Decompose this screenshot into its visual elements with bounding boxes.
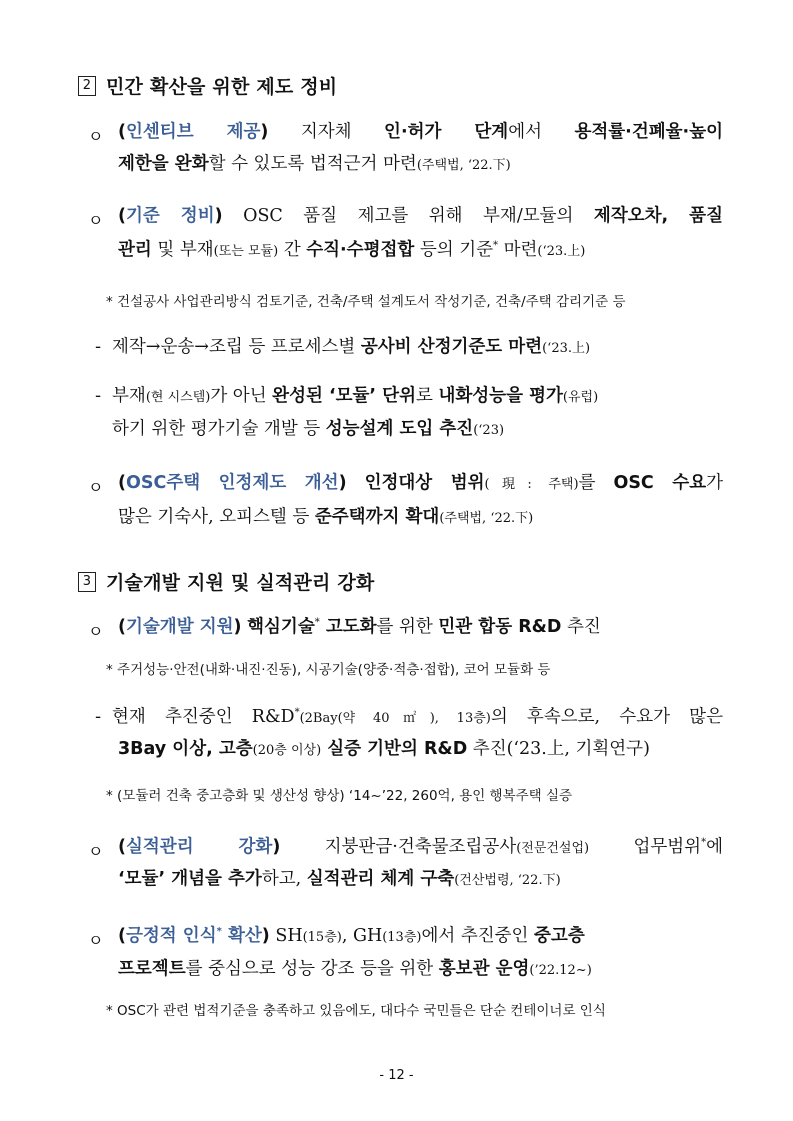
keyword-label: 긍정적 인식 [126,926,217,946]
bullet-circle: ㅇ [88,211,104,230]
bullet-circle: ㅇ [88,478,104,497]
section-title: 기술개발 지원 및 실적관리 강화 [106,572,375,594]
paragraph-performance-line2: ‘모듈’ 개념을 추가하고, 실적관리 체계 구축(건산법령, ‘22.下) [118,869,561,889]
footnote-modular: * (모듈러 건축 중고층화 및 생산성 향상) ‘14~’22, 260억, 용인 행복주택 실증 [106,788,573,804]
bullet-circle: ㅇ [88,842,104,861]
dash-item-fire-line1: 부재(현 시스템)가 아닌 완성된 ‘모듈’ 단위로 내화성능을 평가(유럽) [112,386,599,406]
bullet-circle: ㅇ [88,127,104,146]
section-number-box: 3 [78,572,96,592]
keyword-label: OSC주택 인정제도 개선 [126,473,339,493]
dash-item-fire-line2: 하기 위한 평가기술 개발 등 성능설계 도입 추진(‘23) [112,419,505,439]
page-number: - 12 - [379,1068,414,1083]
dash-item-cost-standards: 제작→운송→조립 등 프로세스별 공사비 산정기준도 마련(‘23.上) [112,337,591,357]
paragraph-incentive-line1: (인센티브 제공) 지자체 인·허가 단계에서 용적률·건폐율·높이 [118,122,723,142]
keyword-label: 실적관리 강화 [126,837,273,857]
paragraph-incentive-line2: 제한을 완화할 수 있도록 법적근거 마련(주택법, ‘22.下) [118,154,511,174]
section-heading-3 [78,568,374,595]
keyword-label: 기술개발 지원 [126,617,234,637]
footnote-perception: * OSC가 관련 법적기준을 충족하고 있음에도, 대다수 국민들은 단순 컨테이너로 인식 [106,1003,606,1019]
dash-marker: - [95,707,102,727]
paragraph-certification-line1: (OSC주택 인정제도 개선) 인정대상 범위(現: 주택)를 OSC 수요가 [118,473,723,493]
paragraph-perception-line2: 프로젝트를 중심으로 성능 강조 등을 위한 홍보관 운영(’22.12~) [118,959,592,979]
keyword-label: 인센티브 제공 [126,122,261,142]
paragraph-standards-line1: (기준 정비) OSC 품질 제고를 위해 부재/모듈의 제작오차, 품질 [118,206,723,226]
paragraph-certification-line2: 많은 기숙사, 오피스텔 등 준주택까지 확대(주택법, ‘22.下) [118,507,534,527]
section-heading-2 [78,72,337,99]
dash-item-rnd-line2: 3Bay 이상, 고층(20층 이상) 실증 기반의 R&D 추진(‘23.上, 기획연구) [118,739,650,759]
dash-item-rnd-line1: 현재 추진중인 R&D*(2Bay(약 40㎡), 13층)의 후속으로, 수요가 많은 [112,707,723,727]
keyword-label: 기준 정비 [126,206,215,226]
footnote-tech: * 주거성능·안전(내화·내진·진동), 시공기술(양중·적층·접합), 코어 모듈화 등 [106,662,551,678]
paragraph-perception-line1: (긍정적 인식* 확산) SH(15층), GH(13층)에서 추진중인 중고층 [118,926,585,946]
bullet-circle: ㅇ [88,622,104,641]
bullet-circle: ㅇ [88,931,104,950]
paragraph-tech-dev: (기술개발 지원) 핵심기술* 고도화를 위한 민관 합동 R&D 추진 [118,617,601,637]
paragraph-standards-line2: 관리 및 부재(또는 모듈) 간 수직·수평접합 등의 기준* 마련(‘23.上) [118,240,586,260]
paragraph-performance-line1: (실적관리 강화) 지붕판금·건축물조립공사(전문건설업) 업무범위*에 [118,837,723,857]
footnote-standards: * 건설공사 사업관리방식 검토기준, 건축/주택 설계도서 작성기준, 건축/주택 감리기준 등 [106,294,626,310]
section-number-box: 2 [78,76,96,96]
dash-marker: - [95,386,102,406]
dash-marker: - [95,337,102,357]
section-title: 민간 확산을 위한 제도 정비 [106,76,338,98]
